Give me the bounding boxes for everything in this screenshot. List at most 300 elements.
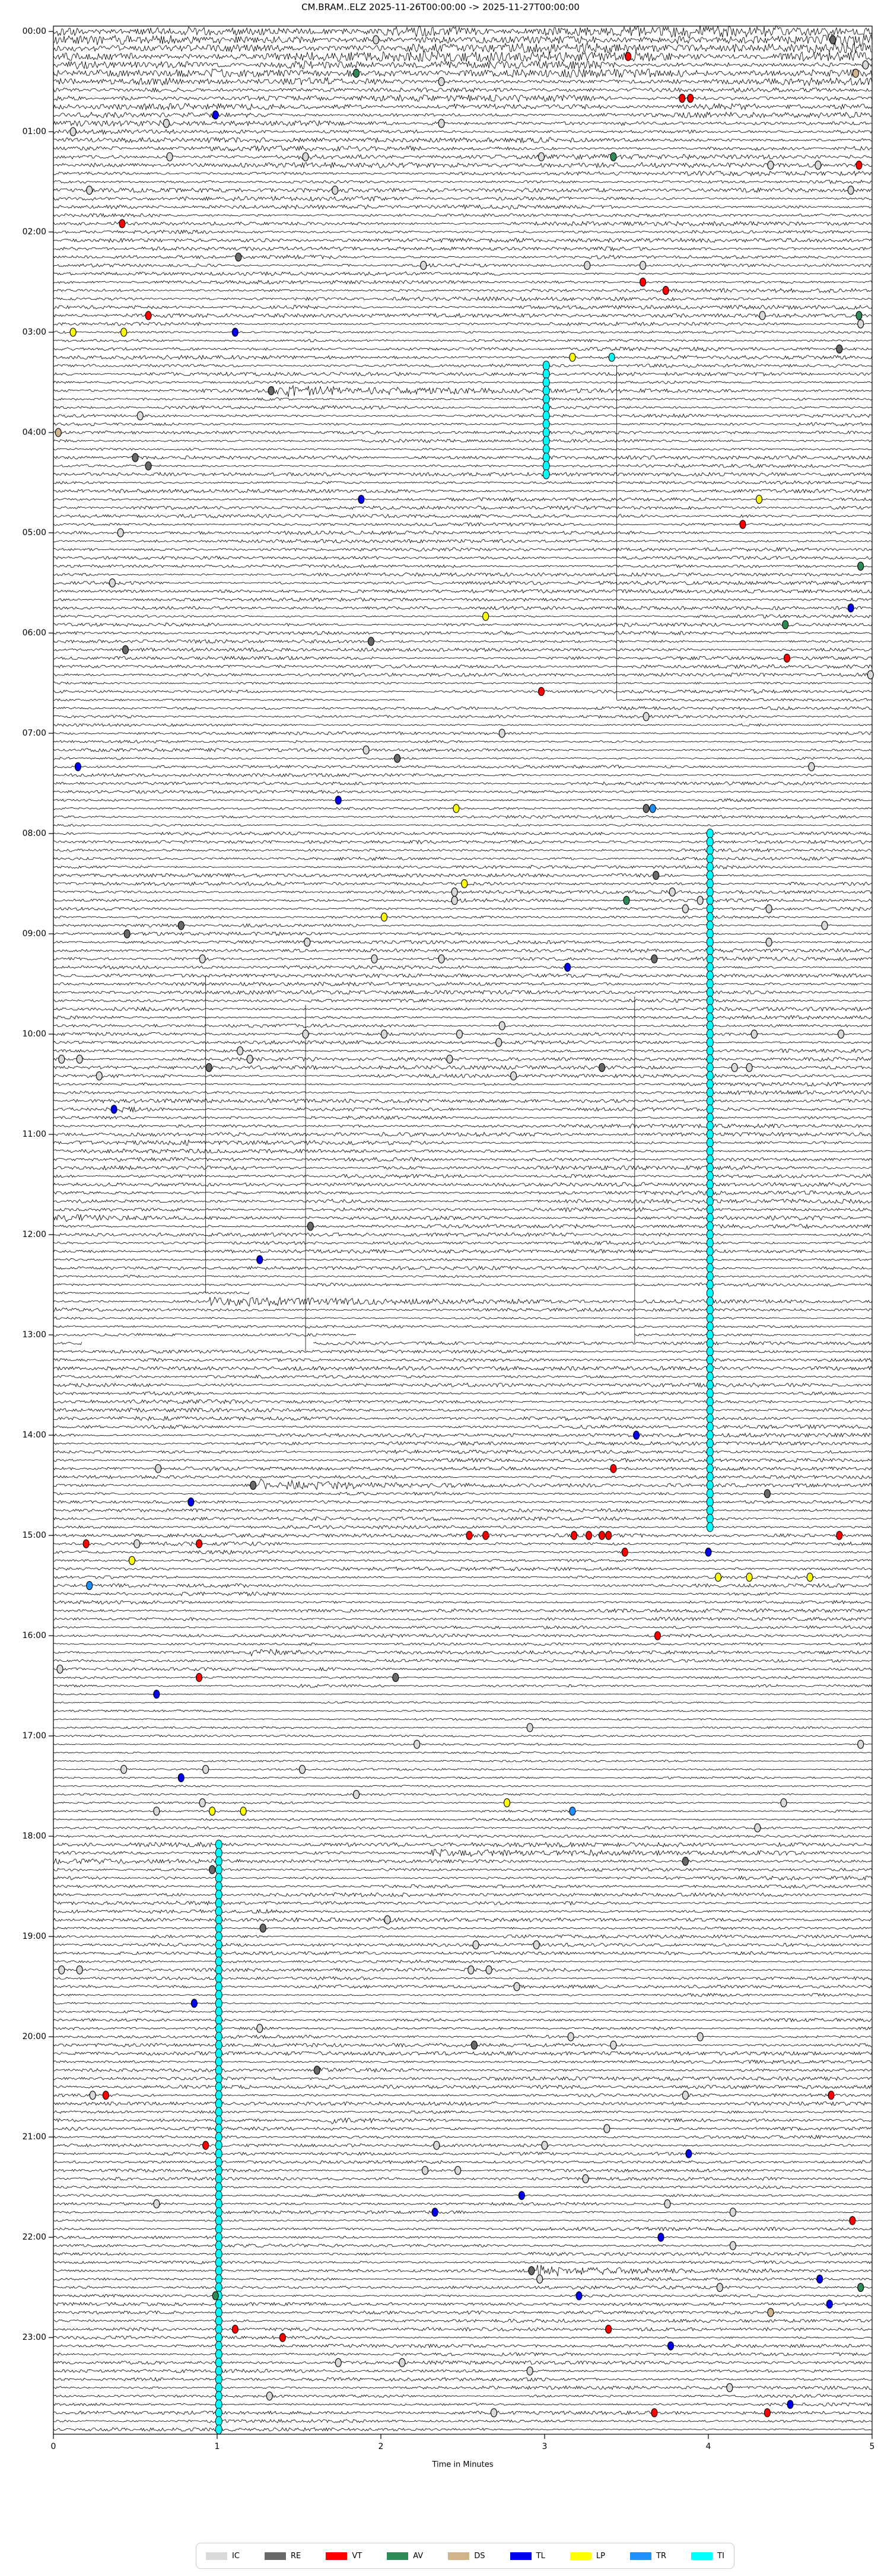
event-marker-IC [451, 888, 457, 896]
x-tick-label-5: 5 [869, 2442, 875, 2451]
trace-row [53, 974, 872, 977]
ti-chain-dot [215, 1857, 222, 1866]
event-marker-RE [178, 921, 184, 930]
ti-chain-dot [215, 2024, 222, 2033]
trace-row [53, 272, 872, 276]
trace-row [53, 1241, 872, 1245]
trace-row [53, 1292, 249, 1294]
trace-row [53, 2202, 872, 2205]
trace-row [53, 2102, 872, 2106]
hour-label-1400: 14:00 [22, 1430, 46, 1440]
trace-row [53, 95, 872, 102]
ti-chain-dot [215, 1982, 222, 1992]
ti-chain-dot [707, 854, 713, 863]
ti-chain-dot [215, 1990, 222, 2000]
event-marker-IC [766, 905, 772, 913]
trace-row [53, 2265, 872, 2276]
event-marker-IC [730, 2208, 736, 2216]
event-marker-IC [155, 1464, 161, 1473]
event-marker-IC [438, 955, 444, 963]
hour-label-0300: 03:00 [22, 327, 46, 337]
trace-row [53, 1702, 872, 1703]
event-marker-VT [83, 1540, 89, 1548]
trace-row [53, 381, 872, 384]
event-marker-IC [533, 1941, 539, 1949]
event-marker-RE [643, 804, 649, 813]
ti-chain-dot [215, 1932, 222, 1941]
event-marker-VT [232, 2325, 238, 2333]
trace-row [53, 2135, 872, 2139]
event-marker-IC [838, 1030, 844, 1038]
ti-chain-dot [707, 1338, 713, 1348]
ti-chain-dot [707, 1172, 713, 1181]
ti-chain-dot [215, 1948, 222, 1958]
trace-row [53, 2252, 872, 2256]
trace-row [53, 2236, 872, 2239]
ti-chain-dot [707, 1355, 713, 1365]
event-marker-IC [730, 2241, 736, 2250]
event-marker-TL [826, 2300, 832, 2308]
trace-row [53, 2011, 872, 2013]
event-marker-VT [203, 2141, 209, 2149]
ti-chain-dot [215, 2367, 222, 2376]
trace-row [53, 1985, 872, 1989]
event-marker-VT [740, 520, 746, 529]
ti-chain-dot [707, 1255, 713, 1264]
ti-chain-dot [707, 979, 713, 989]
trace-row [53, 539, 872, 543]
ti-chain-dot [707, 1046, 713, 1055]
ti-chain-dot [215, 1966, 222, 1975]
event-marker-RE [307, 1222, 313, 1230]
trace-row [53, 982, 872, 985]
ti-chain-dot [215, 2324, 222, 2334]
legend-item-TI [691, 2552, 724, 2561]
trace-row [53, 648, 872, 651]
trace-row [53, 724, 872, 727]
trace-row [53, 2227, 872, 2231]
ti-chain-dot [215, 2416, 222, 2426]
ti-chain-dot [707, 1004, 713, 1014]
event-marker-IC [640, 261, 646, 269]
event-marker-IC [199, 1799, 205, 1807]
ti-chain-dot [707, 1322, 713, 1331]
event-marker-IC [496, 1038, 502, 1047]
trace-row [53, 2378, 872, 2381]
trace-row [53, 414, 872, 418]
event-marker-RE [124, 930, 130, 938]
trace-row [53, 1140, 872, 1146]
event-marker-VT [679, 94, 685, 103]
trace-row [53, 34, 872, 47]
event-marker-LP [70, 328, 76, 336]
event-marker-IC [727, 2384, 733, 2392]
event-marker-TL [335, 796, 341, 804]
trace-row [53, 2319, 872, 2323]
trace-row [53, 138, 872, 143]
event-marker-TL [212, 111, 218, 119]
trace-row [53, 548, 872, 551]
trace-row [53, 2161, 872, 2164]
ti-chain-dot [215, 2091, 222, 2100]
trace-row [53, 2294, 872, 2297]
ti-chain-dot [707, 1481, 713, 1490]
trace-row [53, 1350, 872, 1353]
trace-row [53, 1935, 872, 1938]
hour-label-2300: 23:00 [22, 2333, 46, 2343]
trace-row [53, 832, 872, 835]
trace-row [53, 1517, 872, 1521]
trace-row [53, 757, 872, 759]
x-axis-label: Time in Minutes [432, 2460, 494, 2469]
trace-row [53, 1884, 872, 1888]
event-marker-IC [77, 1966, 82, 1974]
event-marker-IC [199, 955, 205, 963]
trace-row [53, 790, 872, 793]
event-marker-IC [867, 670, 873, 679]
event-marker-TL [565, 963, 571, 971]
trace-row [53, 573, 872, 576]
trace-row [53, 1475, 872, 1479]
ti-chain-dot [543, 470, 549, 479]
trace-row [53, 690, 872, 694]
trace-row [53, 1090, 872, 1095]
event-marker-VT [837, 1531, 842, 1540]
event-marker-IC [70, 128, 76, 136]
event-marker-VT [103, 2091, 109, 2100]
trace-row [53, 765, 872, 769]
ti-chain-dot [215, 2283, 222, 2292]
ti-chain-dot [707, 1272, 713, 1281]
trace-row [53, 2094, 872, 2097]
ti-chain-dot [215, 2007, 222, 2017]
trace-row [53, 1835, 872, 1838]
trace-row [53, 2403, 872, 2406]
ti-chain-dot [707, 1013, 713, 1022]
trace-row [53, 564, 872, 568]
trace-row [53, 1525, 872, 1529]
legend-swatch-DS [448, 2552, 469, 2560]
ti-chain-dot [215, 2191, 222, 2200]
trace-row [53, 2043, 872, 2047]
trace-row [53, 364, 872, 368]
ti-chain-dot [215, 2300, 222, 2309]
trace-row [53, 999, 872, 1003]
event-marker-LP [129, 1556, 135, 1564]
event-marker-IC [717, 2284, 723, 2292]
event-marker-IC [514, 1983, 520, 1991]
event-marker-IC [117, 529, 123, 537]
trace-row [53, 347, 872, 351]
trace-row [53, 682, 872, 685]
x-tick-label-1: 1 [214, 2442, 220, 2451]
event-marker-IC [96, 1071, 102, 1080]
trace-row [53, 1542, 872, 1546]
ti-chain-dot [215, 1882, 222, 1891]
trace-row [53, 2068, 872, 2073]
trace-row [53, 873, 872, 877]
event-marker-IC [77, 1055, 82, 1063]
trace-row [53, 1479, 872, 1490]
legend-label-TL: TL [536, 2551, 545, 2561]
event-marker-IC [473, 1941, 479, 1949]
trace-row [53, 932, 872, 936]
event-marker-VT [651, 2409, 657, 2417]
hour-label-0400: 04:00 [22, 428, 46, 437]
trace-row [53, 2052, 872, 2055]
event-marker-LP [756, 495, 762, 504]
trace-row [53, 205, 872, 209]
trace-row [53, 1074, 872, 1077]
hour-label-0800: 08:00 [22, 829, 46, 839]
trace-row [53, 965, 872, 969]
trace-row [53, 2152, 872, 2155]
hour-label-2000: 20:00 [22, 2032, 46, 2042]
event-marker-LP [746, 1573, 752, 1581]
trace-row [53, 2035, 872, 2038]
event-marker-RE [471, 2041, 477, 2049]
event-marker-IC [399, 2358, 405, 2367]
trace-row [53, 1099, 872, 1103]
event-marker-RE [122, 645, 128, 654]
event-marker-IC [304, 938, 310, 946]
event-marker-TL [817, 2275, 823, 2283]
ti-chain-dot [707, 1347, 713, 1356]
trace-row [53, 1334, 872, 1337]
event-marker-IC [455, 2166, 461, 2174]
trace-row [53, 1207, 872, 1211]
trace-row [53, 129, 872, 134]
trace-row [53, 1057, 872, 1061]
event-marker-LP [240, 1807, 246, 1815]
trace-row [53, 2127, 872, 2130]
ti-chain-dot [215, 2166, 222, 2176]
trace-row [53, 949, 872, 952]
ti-chain-dot [215, 2208, 222, 2217]
trace-row [53, 1951, 872, 1955]
trace-row [53, 615, 872, 618]
event-marker-VT [279, 2333, 285, 2342]
trace-row [53, 656, 872, 660]
trace-row [53, 924, 872, 927]
event-marker-IC [751, 1030, 757, 1038]
event-marker-IC [303, 1030, 308, 1038]
trace-row [53, 1467, 872, 1470]
event-marker-TL [658, 2233, 664, 2241]
trace-row [53, 531, 872, 535]
event-marker-IC [731, 1063, 737, 1071]
event-marker-AV [783, 621, 788, 629]
ti-chain-dot [215, 2082, 222, 2092]
trace-row [53, 1392, 872, 1395]
ti-chain-dot [707, 1473, 713, 1482]
ti-chain-dot [707, 1121, 713, 1131]
trace-row [53, 865, 872, 869]
legend-swatch-IC [206, 2552, 227, 2560]
trace-row [53, 815, 872, 819]
event-marker-IC [527, 2367, 533, 2375]
trace-row [53, 1266, 872, 1270]
event-marker-LP [462, 880, 467, 888]
ti-chain-dot [707, 863, 713, 872]
ti-chain-dot [215, 2349, 222, 2359]
event-marker-IC [421, 261, 427, 269]
trace-row [53, 1124, 872, 1128]
trace-row [53, 1182, 872, 1187]
trace-row [53, 1968, 872, 1972]
trace-row [53, 1893, 872, 1897]
trace-row [53, 1550, 872, 1554]
event-marker-VT [784, 654, 790, 662]
legend-item-DS [448, 2552, 485, 2561]
event-marker-IC [755, 1824, 761, 1832]
event-marker-IC [266, 2392, 272, 2400]
event-marker-IC [59, 1966, 65, 1974]
trace-row [53, 372, 872, 376]
event-marker-RE [830, 36, 836, 44]
trace-row [53, 2085, 872, 2089]
trace-row [53, 2027, 872, 2030]
event-marker-IC [863, 61, 869, 69]
trace-row [53, 180, 872, 184]
trace-row [53, 431, 872, 434]
event-marker-IC [682, 905, 688, 913]
trace-row [53, 916, 872, 918]
trace-row [53, 2286, 872, 2289]
legend-item-TR [630, 2552, 666, 2561]
event-marker-VT [145, 311, 151, 320]
trace-row [53, 891, 872, 894]
x-tick-label-3: 3 [542, 2442, 548, 2451]
ti-chain-dot [215, 1999, 222, 2008]
trace-row [53, 1868, 872, 1871]
ti-chain-dot [215, 1865, 222, 1875]
trace-row [53, 748, 872, 752]
event-marker-IC [237, 1047, 243, 1055]
event-marker-RE [529, 2266, 535, 2275]
trace-row [53, 1943, 872, 1947]
ti-chain-dot [543, 395, 549, 404]
trace-row [53, 1233, 872, 1236]
ti-chain-dot [707, 1439, 713, 1448]
trace-row [53, 673, 872, 676]
event-marker-IC [766, 938, 772, 946]
trace-row [53, 1743, 872, 1745]
event-marker-TL [232, 328, 238, 336]
trace-row [53, 1592, 872, 1595]
ti-chain-dot [707, 954, 713, 963]
legend-label-RE: RE [291, 2551, 301, 2561]
event-marker-RE [368, 637, 374, 645]
trace-row [53, 1308, 872, 1312]
trace-row [53, 2060, 872, 2063]
event-marker-IC [438, 78, 444, 86]
ti-chain-dot [215, 2383, 222, 2393]
event-marker-IC [584, 261, 590, 269]
ti-chain-dot [215, 2333, 222, 2342]
trace-row [53, 146, 872, 151]
trace-row [53, 1166, 872, 1170]
hour-label-1500: 15:00 [22, 1531, 46, 1541]
trace-row [53, 514, 872, 518]
ti-chain-dot [215, 2316, 222, 2326]
ti-chain-dot [707, 1364, 713, 1373]
ti-chain-dot [215, 2216, 222, 2225]
event-marker-IC [203, 1765, 209, 1773]
ti-chain-dot [707, 1188, 713, 1198]
ti-chain-dot [707, 1464, 713, 1474]
event-marker-TL [686, 2149, 692, 2158]
trace-row [53, 1359, 872, 1362]
hour-label-0600: 06:00 [22, 628, 46, 638]
ti-chain-dot [215, 2066, 222, 2075]
hour-label-0200: 02:00 [22, 227, 46, 237]
trace-row [53, 1668, 872, 1671]
trace-row [53, 840, 872, 844]
event-marker-IC [768, 161, 774, 169]
trace-row [53, 907, 872, 911]
trace-row [53, 606, 872, 610]
trace-row [53, 1082, 872, 1086]
event-marker-IC [354, 1791, 360, 1799]
ti-chain-dot [543, 453, 549, 462]
ti-chain-dot [707, 1280, 713, 1290]
trace-row [53, 1024, 872, 1028]
trace-row [53, 2144, 872, 2147]
x-tick-label-4: 4 [705, 2442, 711, 2451]
trace-row [53, 1157, 872, 1162]
trace-row [53, 1297, 872, 1306]
event-marker-IC [335, 2358, 341, 2367]
event-marker-IC [109, 579, 115, 587]
x-tick-label-2: 2 [378, 2442, 384, 2451]
ti-chain-dot [543, 403, 549, 412]
trace-row [53, 1408, 872, 1412]
ti-chain-dot [707, 912, 713, 922]
trace-row [53, 1375, 872, 1379]
trace-row [53, 1366, 872, 1370]
event-marker-DS [768, 2308, 774, 2317]
legend-label-LP: LP [596, 2551, 605, 2561]
ti-chain-dot [707, 1130, 713, 1139]
event-marker-LP [453, 804, 459, 813]
event-marker-LP [209, 1807, 215, 1815]
trace-row [53, 43, 872, 53]
event-marker-IC [664, 2200, 670, 2208]
ti-chain-dot [707, 1297, 713, 1306]
event-marker-IC [697, 896, 703, 905]
event-marker-IC [384, 1916, 390, 1924]
event-marker-TL [188, 1498, 194, 1506]
trace-row [53, 2111, 872, 2114]
event-marker-IC [537, 2275, 543, 2283]
event-marker-TL [154, 1690, 160, 1699]
trace-row [53, 51, 872, 62]
event-marker-VT [856, 161, 862, 169]
trace-row [53, 69, 872, 78]
ti-chain-dot [707, 1222, 713, 1231]
trace-row [53, 1785, 872, 1787]
trace-row [53, 1425, 872, 1429]
ti-chain-dot [215, 2232, 222, 2242]
trace-row [53, 1174, 872, 1178]
event-marker-IC [604, 2125, 610, 2133]
trace-row [53, 623, 872, 626]
trace-row [53, 171, 872, 176]
ti-chain-dot [707, 1381, 713, 1390]
trace-row [53, 2002, 872, 2005]
trace-row [53, 2311, 872, 2314]
